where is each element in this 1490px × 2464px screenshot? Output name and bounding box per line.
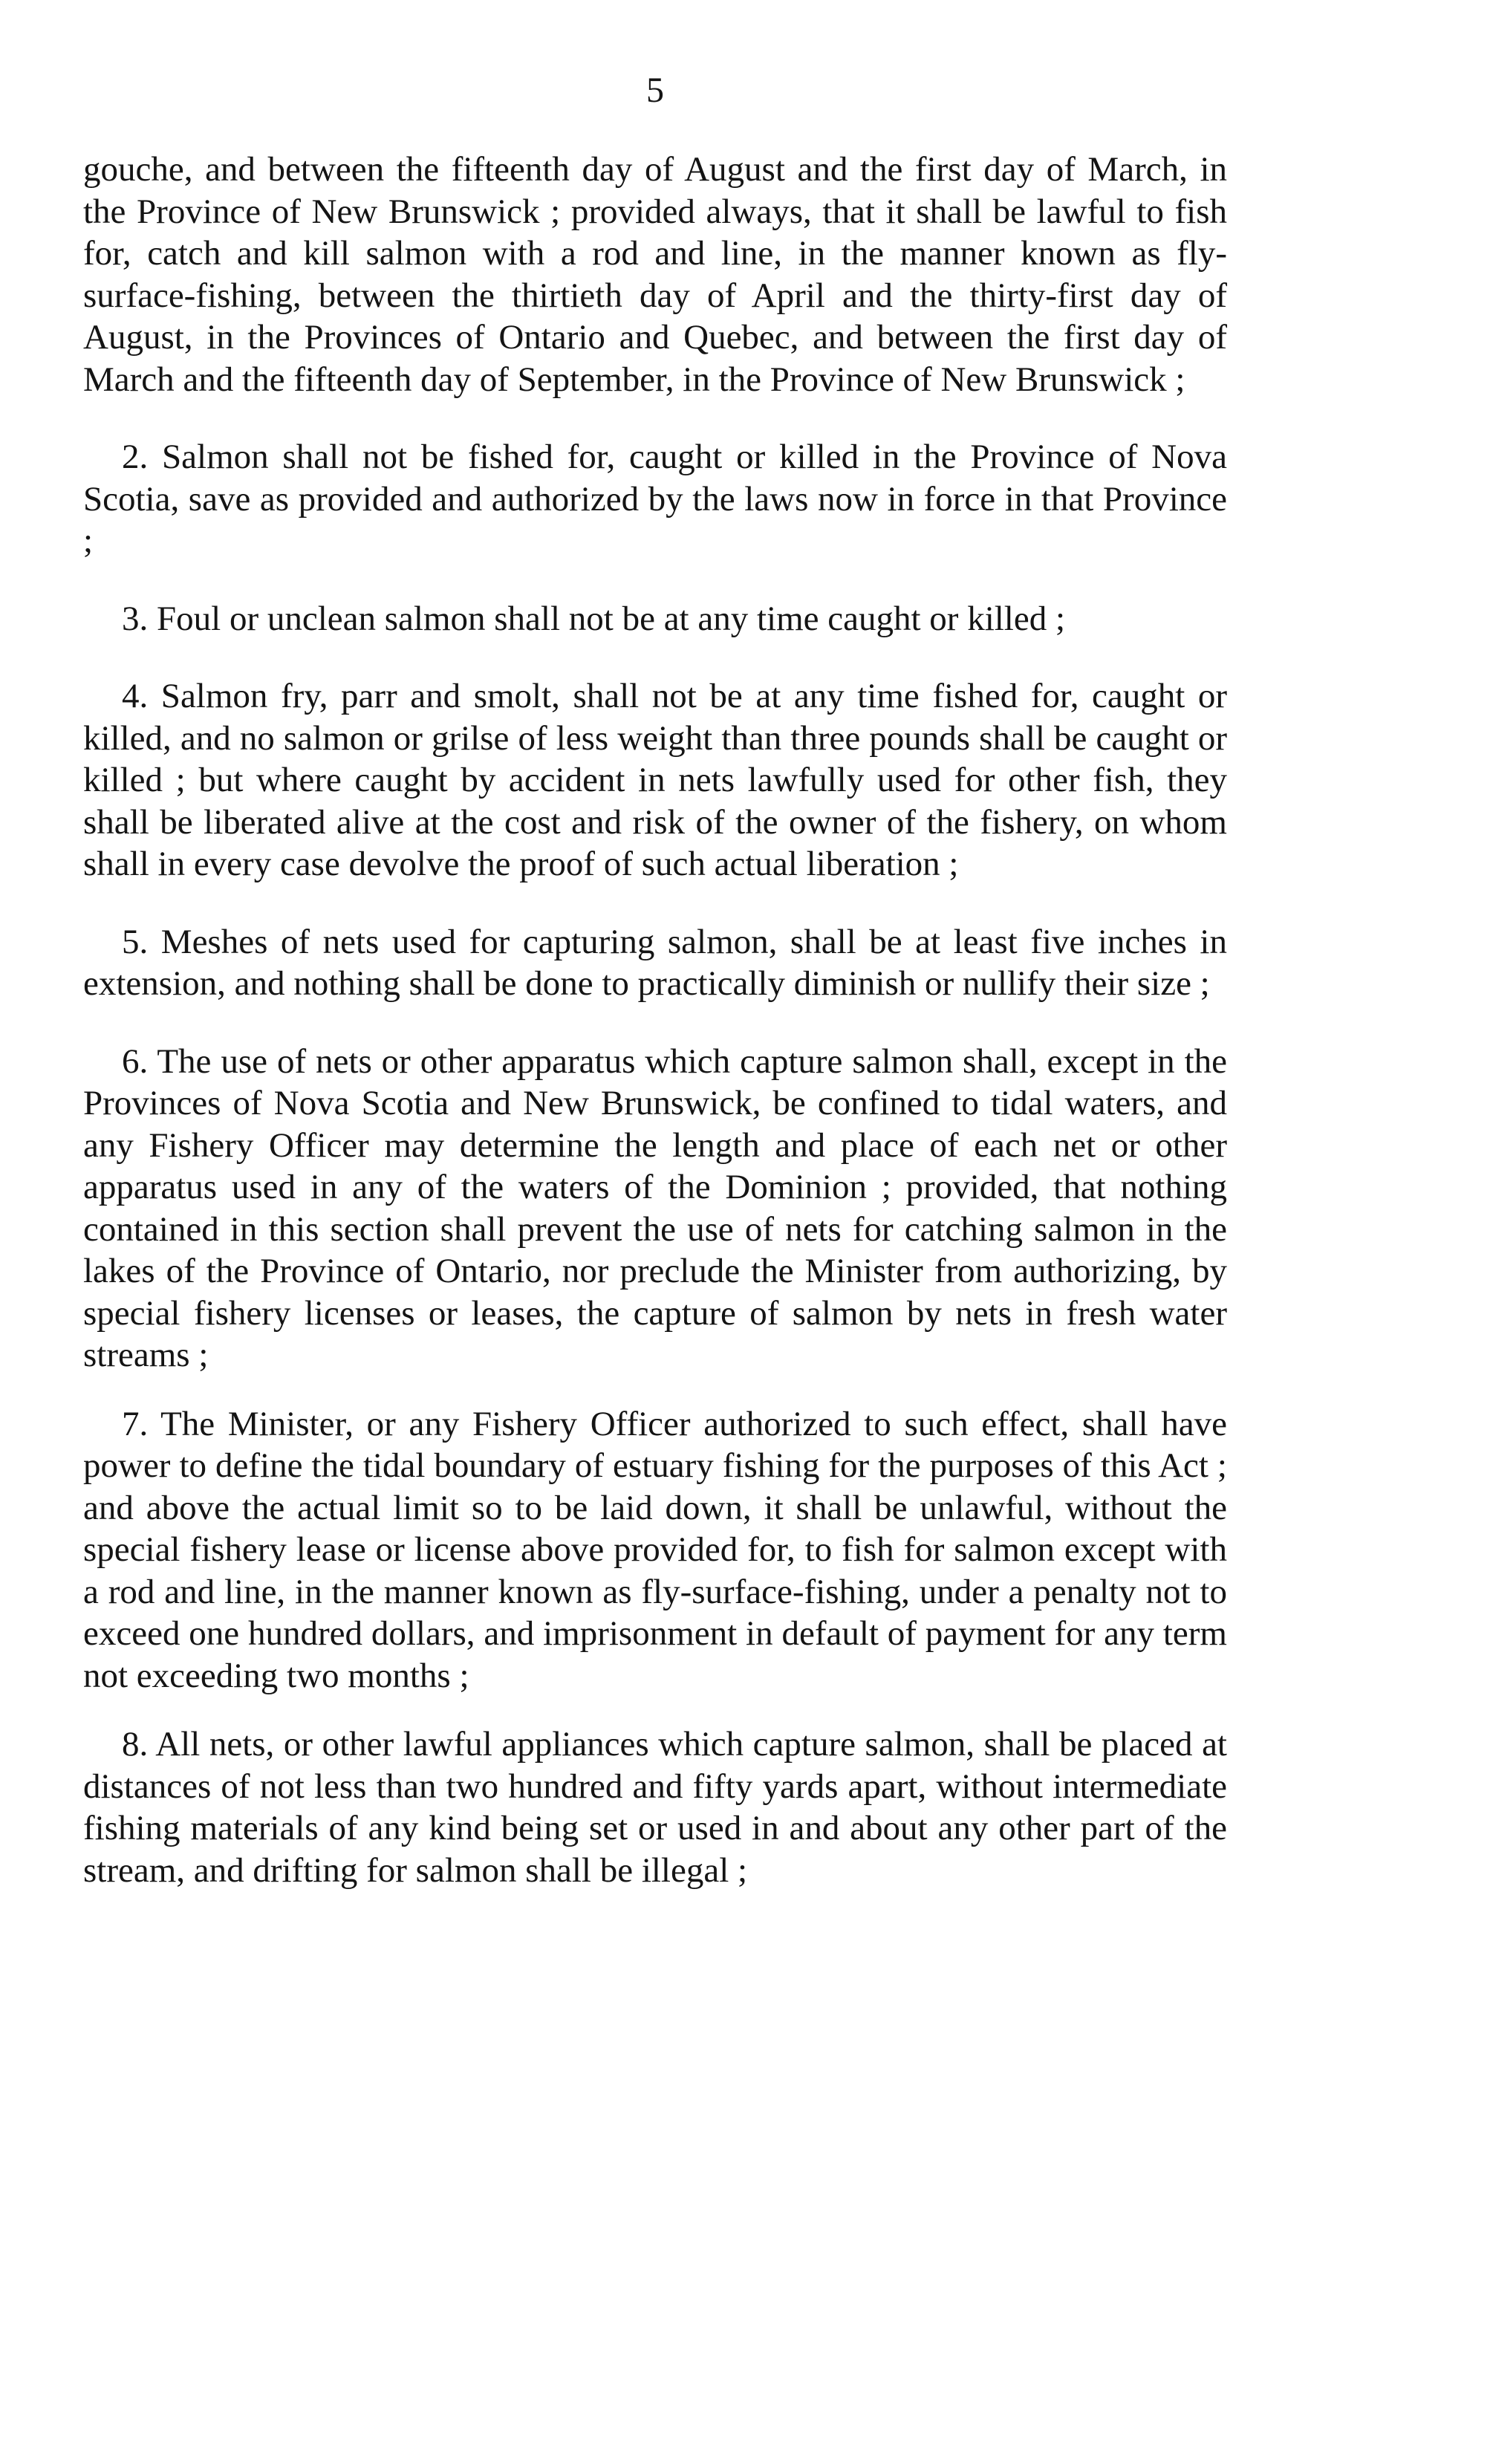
section-6-paragraph: 6. The use of nets or other apparatus which capture salmon shall, except in the Provinces of Nova Scotia and New Brunswick, be confined to tidal waters, and any Fishery Officer may determine the length and place of each net or other apparatus used in any of the waters of the Dominion ; provided, that nothing contained in this section shall prevent the use of nets for catching salmon in the lakes of the Province of Ontario, nor preclude the Minister from authorizing, by special fishery licenses or leases, the capture of salmon by nets in fresh water streams ;	[83, 1041, 1227, 1374]
document-page	[83, 0, 1227, 2464]
body-text	[83, 149, 1227, 1927]
section-4-paragraph: 4. Salmon fry, parr and smolt, shall not be at any time fished for, caught or killed, and no salmon or grilse of less weight than three pounds shall be caught or killed ; but where caught by accident in nets lawfully used for other fish, they shall be liberated alive at the cost and risk of the owner of the fishery, on whom shall in every case devolve the proof of such actual liberation ;	[83, 677, 1227, 883]
section-8-paragraph: 8. All nets, or other lawful appliances which capture salmon, shall be placed at distances of not less than two hundred and fifty yards apart, without intermediate fishing materials of any kind being set or used in and about any other part of the stream, and drifting for salmon shall be illegal ;	[83, 1725, 1227, 1890]
section-3-paragraph: 3. Foul or unclean salmon shall not be at any time caught or killed ;	[122, 599, 1066, 638]
paragraph-continuation: gouche, and between the fifteenth day of August and the first day of March, in the Province of New Brunswick ; provided always, that it shall be lawful to fish for, catch and kill salmon with a rod and line, in the manner known as fly-surface-fishing, between the thirtieth day of April and the thirty-first day of August, in the Provinces of Ontario and Quebec, and between the first day of March and the fifteenth day of September, in the Province of New Brunswick ;	[83, 150, 1227, 399]
section-5-paragraph: 5. Meshes of nets used for capturing salmon, shall be at least five inches in extension, and nothing shall be done to practically diminish or nullify their size ;	[83, 922, 1227, 1003]
page-number: 5	[646, 71, 664, 110]
section-7-paragraph: 7. The Minister, or any Fishery Officer authorized to such effect, shall have power to define the tidal boundary of estuary fishing for the purposes of this Act ; and above the actual limit so to be laid down, it shall be unlawful, without the special fishery lease or license above provided for, to fish for salmon except with a rod and line, in the manner known as fly-surface-fishing, under a penalty not to exceed one hundred dollars, and imprisonment in default of payment for any term not exceeding two months ;	[83, 1404, 1227, 1695]
section-2-paragraph: 2. Salmon shall not be fished for, caught or killed in the Province of Nova Scotia, save as provided and authorized by the laws now in force in that Province ;	[83, 438, 1227, 560]
